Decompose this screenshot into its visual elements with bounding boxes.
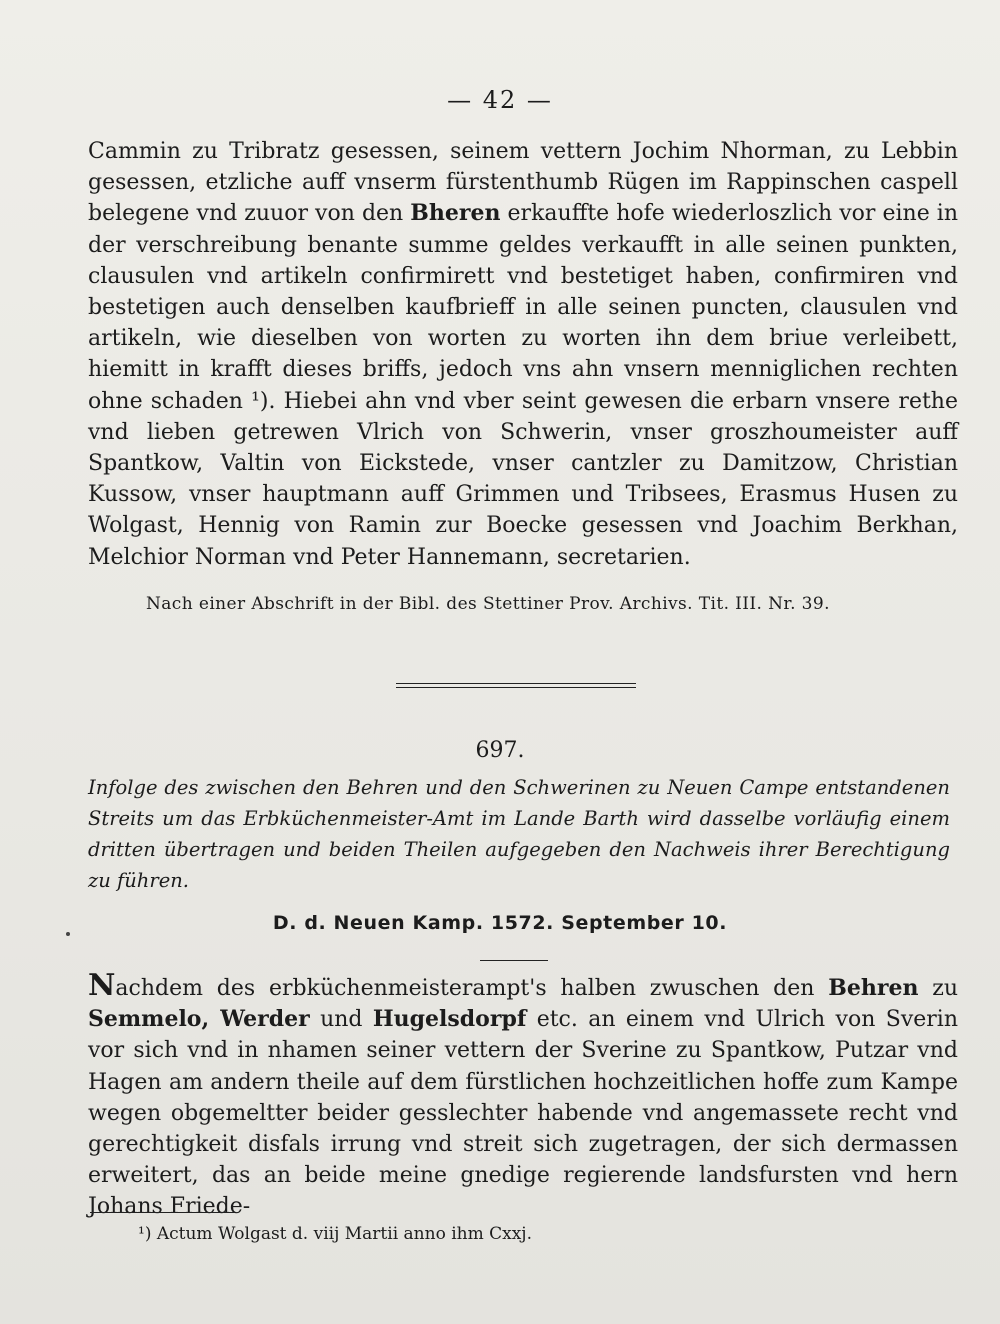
bold-name: Semmelo, Werder xyxy=(88,1006,310,1033)
document-summary xyxy=(88,772,950,896)
charter-text xyxy=(88,970,958,1223)
text-run: zu xyxy=(918,976,959,1001)
margin-mark xyxy=(66,932,70,936)
footnote-rule xyxy=(90,1212,235,1213)
paragraph xyxy=(88,970,958,1223)
initial-letter: N xyxy=(88,968,116,1003)
text-run: achdem des erbküchenmeisterampt's halben zwuschen den xyxy=(115,976,829,1001)
page-number: — 42 — xyxy=(447,86,553,114)
paragraph xyxy=(88,136,958,573)
section-divider xyxy=(396,683,636,688)
bold-name: Bheren xyxy=(410,200,501,227)
bold-name: Hugelsdorpf xyxy=(372,1006,527,1033)
footnote: ¹) Actum Wolgast d. viij Martii anno ihm Cxxj. xyxy=(138,1224,532,1244)
charter-text-continued xyxy=(88,136,958,573)
text-run: erkauffte hofe wiederloszlich vor eine in der verschreibung benante summe geldes verkaufft in alle seinen punkten, clausulen vnd artikeln confirmirett vnd bestetiget haben, confirmiren vnd bestetigen auch denselben kaufbrieff in alle seinen puncten, clausulen vnd artikeln, wie dieselben von worten zu worten ihn dem briue verleibett, hiemitt in krafft dieses briffs, jedoch vns ahn vnsern menniglichen rechten ohne schaden ¹). Hiebei ahn vnd vber seint gewesen die erbarn vnsere rethe vnd lieben getrewen Vlrich von Schwerin, vnser groszhoumeister auff Spantkow, Valtin von Eickstede, vnser cantzler zu Damitzow, Christian Kussow, vnser hauptmann auff Grimmen und Tribsees, Erasmus Husen zu Wolgast, Hennig von Ramin zur Boecke gesessen vnd Joachim Berkhan, Melchior Norman vnd Peter Hannemann, secretarien. xyxy=(88,201,958,570)
summary-text: Infolge des zwischen den Behren und den Schwerinen zu Neuen Campe entstandenen Streits um das Erbküchenmeister-Amt im Lande Barth wird dasselbe vorläufig einem dritten übertragen und beiden Theilen aufgegeben den Nachweis ihrer Berechtigung zu führen. xyxy=(88,776,950,892)
text-run: Cammin zu Tribratz gesessen, seinem vettern Jochim Nhorman, zu Lebbin gesessen, etzliche auff vnserm fürstenthumb Rügen im Rappinschen caspell belegene vnd zuuor von den xyxy=(88,139,958,227)
document-number: 697. xyxy=(475,738,525,763)
text-run: und xyxy=(309,1007,373,1033)
source-note: Nach einer Abschrift in der Bibl. des Stettiner Prov. Archivs. Tit. III. Nr. 39. xyxy=(146,594,830,614)
short-rule xyxy=(480,960,548,961)
dateline: D. d. Neuen Kamp. 1572. September 10. xyxy=(272,912,728,934)
text-run: etc. an einem vnd Ulrich von Sverin vor sich vnd in nhamen seiner vettern der Sverine zu Spantkow, Putzar vnd Hagen am andern theile auf dem fürstlichen hochzeitlichen hoffe zum Kampe wegen obgemeltter beider gesslechter habende vnd angemassete recht vnd gerechtigkeit disfals irrung vnd streit sich zugetragen, der sich dermassen erweitert, das an beide meine gnedige regierende landsfursten vnd hern Johans Friede- xyxy=(88,1007,958,1220)
bold-name: Behren xyxy=(828,975,919,1001)
